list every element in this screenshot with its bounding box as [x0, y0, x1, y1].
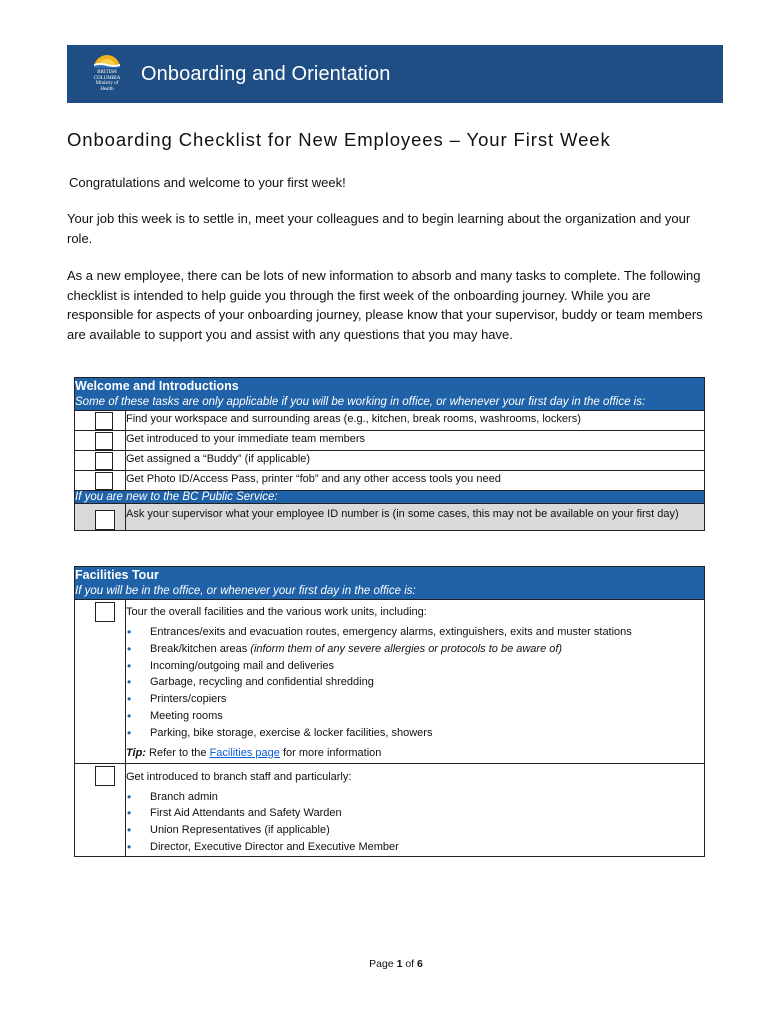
facilities-subheading: If you will be in the office, or whenever your first day in the office is:: [75, 585, 416, 597]
tour-list: [126, 624, 704, 742]
intro-paragraph-2: Your job this week is to settle in, meet your colleagues and to begin learning about the organization and your role.: [67, 211, 691, 246]
facilities-checklist-table: [74, 566, 705, 857]
list-item: • Branch admin: [144, 789, 704, 806]
tour-intro: Tour the overall facilities and the various work units, including:: [126, 606, 427, 618]
checklist-item: Ask your supervisor what your employee ID number is (in some cases, this may not be available on your first day): [126, 504, 705, 531]
welcome-subheading: Some of these tasks are only applicable if you will be working in office, or whenever your first day in the office is:: [75, 396, 646, 408]
list-item: • Printers/copiers: [144, 691, 704, 708]
checklist-row: [75, 471, 705, 491]
new-bc-heading: If you are new to the BC Public Service:: [75, 491, 705, 504]
facilities-header-row: [75, 567, 705, 600]
checklist-row: [75, 504, 705, 531]
checklist-item: Find your workspace and surrounding areas (e.g., kitchen, break rooms, washrooms, lockers): [126, 411, 705, 431]
staff-list: [126, 789, 704, 856]
staff-intro: Get introduced to branch staff and particularly:: [126, 770, 352, 783]
bc-logo: [79, 45, 135, 103]
checkbox[interactable]: [95, 472, 113, 490]
document-title: Onboarding Checklist for New Employees – Your First Week: [67, 129, 611, 150]
checkbox[interactable]: [95, 510, 115, 530]
intro-paragraph-1: Congratulations and welcome to your first week!: [69, 175, 346, 190]
new-bc-header-row: [75, 491, 705, 504]
tip-label: Tip:: [126, 746, 146, 759]
welcome-header-row: [75, 378, 705, 411]
logo-text: BRITISH COLUMBIA Ministry of Health: [93, 70, 121, 92]
checkbox[interactable]: [95, 432, 113, 450]
list-item: • Incoming/outgoing mail and deliveries: [144, 658, 704, 675]
checklist-item: Get Photo ID/Access Pass, printer “fob” and any other access tools you need: [126, 471, 705, 491]
checklist-item: Get assigned a “Buddy” (if applicable): [126, 451, 705, 471]
header-banner: [67, 45, 723, 103]
welcome-checklist-table: [74, 377, 705, 531]
welcome-heading: Welcome and Introductions: [75, 379, 239, 393]
list-item: • Union Representatives (if applicable): [144, 822, 704, 839]
list-item: • Break/kitchen areas (inform them of any severe allergies or protocols to be aware of): [144, 641, 704, 658]
page-footer: Page 1 of 6: [369, 958, 423, 970]
list-item: • Parking, bike storage, exercise & locker facilities, showers: [144, 725, 704, 742]
checklist-row: [75, 411, 705, 431]
list-item: • Director, Executive Director and Executive Member: [144, 839, 704, 856]
page-number: 1: [396, 958, 403, 970]
banner-title: Onboarding and Orientation: [141, 62, 391, 85]
list-item: • Garbage, recycling and confidential shredding: [144, 674, 704, 691]
checklist-row: [75, 600, 705, 764]
checklist-row: [75, 763, 705, 856]
checkbox[interactable]: [95, 412, 113, 430]
facilities-page-link[interactable]: Facilities page: [209, 746, 280, 759]
page-total: 6: [417, 958, 423, 970]
intro-paragraph-3: As a new employee, there can be lots of new information to absorb and many tasks to complete. The following checklist is intended to help guide you through the first week of the onboarding journey. While you are responsible for aspects of your onboarding journey, please know that your supervisor, buddy or team members are available to support you and assist with any questions that you may have.: [67, 268, 703, 342]
list-item: • Meeting rooms: [144, 708, 704, 725]
facilities-heading: Facilities Tour: [75, 568, 159, 582]
list-item: • Entrances/exits and evacuation routes, emergency alarms, extinguishers, exits and muster stations: [144, 624, 704, 641]
list-item: • First Aid Attendants and Safety Warden: [144, 805, 704, 822]
checkbox[interactable]: [95, 452, 113, 470]
tip-note: Tip: Refer to the Facilities page for more information: [126, 746, 382, 759]
checkbox[interactable]: [95, 602, 115, 622]
sun-logo-icon: [92, 51, 122, 69]
checklist-row: [75, 451, 705, 471]
checklist-item: Get introduced to your immediate team members: [126, 431, 705, 451]
checklist-row: [75, 431, 705, 451]
checkbox[interactable]: [95, 766, 115, 786]
